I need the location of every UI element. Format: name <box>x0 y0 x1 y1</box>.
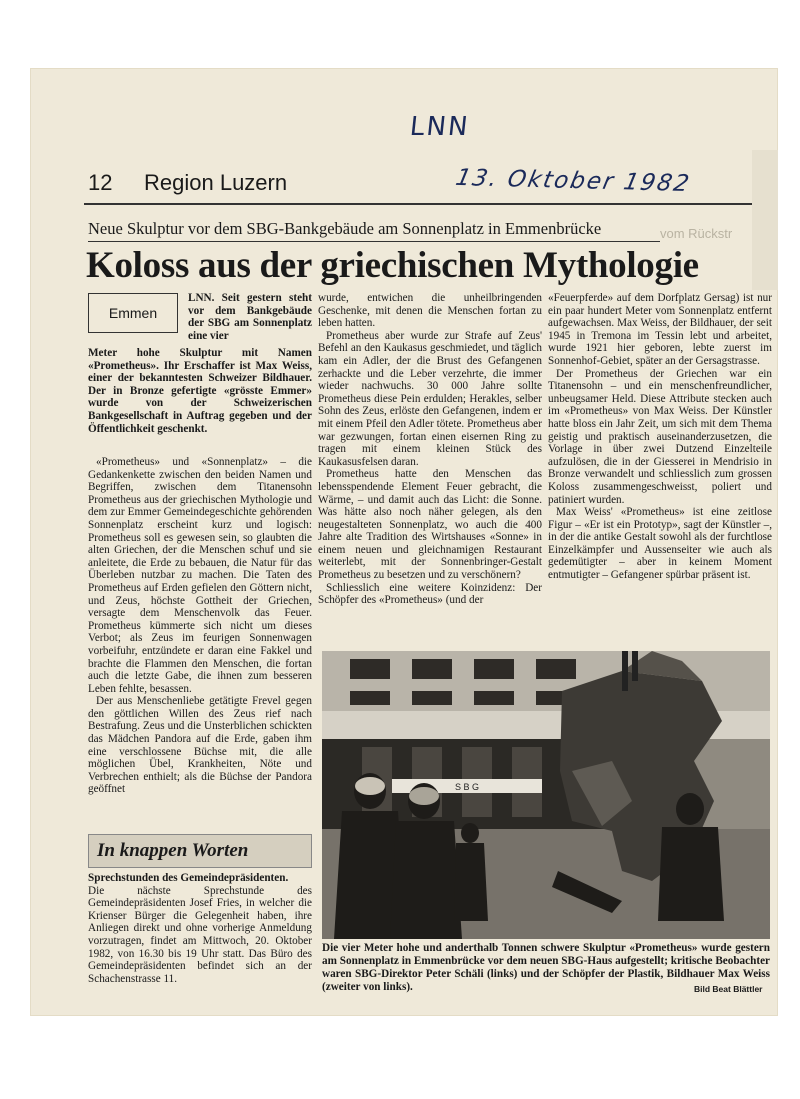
lead-continuation <box>88 347 312 435</box>
in-brief-body <box>88 872 312 985</box>
header-rule <box>84 203 752 205</box>
dateline-box: Emmen <box>88 293 178 333</box>
column-2 <box>318 292 542 607</box>
col1-paragraph: «Prometheus» und «Sonnenplatz» – die Gedankenkette zwischen den beiden Namen und Begriffen, zwischen dem Titanensohn Prometheus aus der griechischen Mythologie und dem zur Emmer Gemeindegeschichte gehörenden Sonnenplatz erscheint kurz und logisch: Prometheus soll es gewesen sein, so glaubten die alten Griechen, der die Menschen schuf und sie anleitete, die Erde zu bebauen, die Natur für das Überleben nutzbar zu machen. Die Taten des Prometheus auf Erden gefielen den Göttern nicht, und Zeus, höchste Gottheit der Griechen, versagte dem Menschenvolk das Feuer. Prometheus kümmerte sich nicht um dieses Verbot; als Zeus im feurigen Sonnenwagen vorbeifuhr, entzündete er daran eine Fakkel und brachte die Flammen den Menschen, die fortan auch die letzte Gabe, die ihnen zum besseren Leben fehlte, besassen. <box>88 456 312 695</box>
photo-caption: Die vier Meter hohe und anderthalb Tonnen schwere Skulptur «Prometheus» wurde gestern am Sonnenplatz in Emmenbrücke vor dem neuen SBG-Haus aufgestellt; kritische Beobachter waren SBG-Direktor Peter Schäli (links) und der Schöpfer der Plastik, Bildhauer Max Weiss (zweiter von links). <box>322 942 770 993</box>
col2-paragraph: Schliesslich eine weitere Koinzidenz: Der Schöpfer des «Prometheus» (und der <box>318 581 542 607</box>
lead-part1: LNN. Seit gestern steht vor dem Bankgebäude der SBG am Sonnenplatz eine vier <box>188 292 312 342</box>
photo-credit: Bild Beat Blättler <box>694 984 763 994</box>
col3-paragraph: Max Weiss' «Prometheus» ist eine zeitlose Figur – «Er ist ein Prototyp», sagt der Künstler –, in der die antike Gestalt sowohl als der furchtlose Einzelkämpfer und Aussenseiter wie auch als gedemütigter – aber in keinem Moment entmutigter – Gefangener spürbar präsent ist. <box>548 506 772 582</box>
in-brief-banner <box>88 834 312 868</box>
column-3 <box>548 292 772 582</box>
col2-paragraph: wurde, entwichen die unheilbringenden Geschenke, mit denen die Menschen fortan zu leben hatten. <box>318 292 542 330</box>
page-number: 12 <box>88 170 113 195</box>
handwritten-source: LNN <box>408 112 471 142</box>
col2-paragraph: Prometheus aber wurde zur Strafe auf Zeus' Befehl an den Kaukasus geschmiedet, und täglich kam ein Adler, der die Brust des Gefangenen zerhackte und die Leber verzehrte, die immer wieder nachwuchs. 30 000 Jahre sollte Prometheus diese Pein erdulden; Herakles, selber Sohn des Zeus, erlöste den Gefangenen, indem er mit einem Pfeil den Adler tötete. Prometheus aber war gezwungen, fortan einen eisernen Ring zu tragen mit einem kleinen Stück des Kaukasusfelsen daran. <box>318 329 542 468</box>
headline: Koloss aus der griechischen Mythologie <box>86 245 699 286</box>
news-photo <box>322 651 770 939</box>
lead-intro <box>188 292 312 342</box>
photo-sign: S B G <box>454 782 480 792</box>
col1-paragraph: Der aus Menschenliebe getätigte Frevel gegen den göttlichen Willen des Zeus rief nach Bestrafung. Zeus und die Unsterblichen schickten das Mädchen Pandora auf die Erde, gaben ihm eine verschlossene Büchse mit, die alle möglichen Übel, Krankheiten, Nöte und Verbrechen enthielt; als die Büchse der Pandora geöffnet <box>88 695 312 796</box>
in-brief-heading: Sprechstunden des Gemeindepräsidenten. <box>88 872 289 884</box>
bleed-through-text: vom Rückstr <box>660 226 733 241</box>
section-title: Region Luzern <box>144 170 288 195</box>
column-1 <box>88 456 312 796</box>
col3-paragraph: Der Prometheus der Griechen war ein Titanensohn – und ein menschenfreundlicher, unbeugsamer Held. Diese Attribute stecken auch im «Prometheus» von Max Weiss. Der Künstler hatte bloss ein Jahr Zeit, um sich mit dem Thema geistig und praktisch auseinanderzusetzen, die Vorlage in über zwei Dutzend Einzelteile aufzulösen, die in der Giesserei in Mendrisio in Bronze verwandelt und schliesslich zum grossen Koloss zusammengeschweisst, poliert und patiniert wurden. <box>548 367 772 506</box>
col3-paragraph: «Feuerpferde» auf dem Dorfplatz Gersag) ist nur ein paar hundert Meter vom Sonnenplatz entfernt aufgewachsen. Max Weiss, der Bildhauer, der seit 1945 in Tremona im Tessin lebt und arbeitet, wurde 1921 hier geboren, lebte zuerst im Sonnenhof-Gebiet, später an der Gersagstrasse. <box>548 292 772 367</box>
photo-illustration <box>322 651 770 939</box>
col2-paragraph: Prometheus hatte den Menschen das lebensspendende Element Feuer gebracht, die Wärme, – und damit auch das Licht: die Sonne. Was hätte also noch näher gelegen, als den neugestalteten Sonnenplatz, wo auch die 400 Jahre alte Tradition des Wirtshauses «Sonne» in einem neuen und gleichnamigen Restaurant weiterlebt, mit der Sonnenbringer-Gestalt Prometheus zu besetzen und zu verschönern? <box>318 468 542 582</box>
clipping-edge <box>752 150 778 290</box>
lead-part2: Meter hohe Skulptur mit Namen «Prometheus». Ihr Erschaffer ist Max Weiss, einer der bekanntesten Schweizer Bildhauer. Der in Bronze gefertigte «grösste Emmer» wurde von der Schweizerischen Bankgesellschaft in Auftrag gegeben und der Öffentlichkeit geschenkt. <box>88 347 312 435</box>
kicker: Neue Skulptur vor dem SBG-Bankgebäude am Sonnenplatz in Emmenbrücke <box>88 219 602 238</box>
handwritten-date: 13. Oktober 1982 <box>453 164 694 198</box>
in-brief-text: Die nächste Sprechstunde des Gemeindepräsidenten Josef Fries, in welcher die Krienser Bürger die Gelegenheit haben, ihre Anliegen direkt und ohne vorherige Anmeldung vorzutragen, findet am Mittwoch, 20. Oktober 1982, von 16.30 bis 19 Uhr statt. Das Büro des Gemeindepräsidenten befindet sich an der Schachenstrasse 11. <box>88 884 312 985</box>
kicker-rule <box>88 241 660 242</box>
in-brief-title: In knappen Worten <box>97 840 249 861</box>
